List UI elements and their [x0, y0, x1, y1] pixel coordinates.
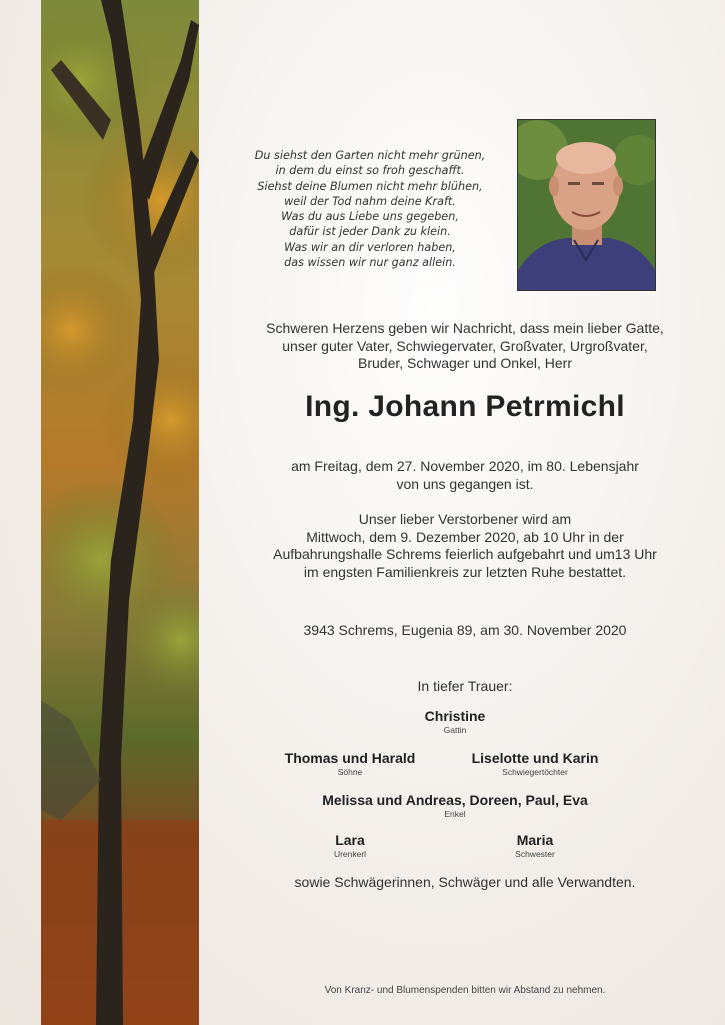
poem-line: in dem du einst so froh geschafft. — [275, 164, 465, 178]
mourner-role: Schwiegertöchter — [502, 767, 568, 777]
memorial-poem — [230, 148, 510, 270]
announcement-intro — [215, 320, 715, 373]
poem-line: das wissen wir nur ganz allein. — [284, 256, 456, 270]
mourner-sons — [260, 750, 440, 777]
mourner-role: Schwester — [515, 849, 555, 859]
poem-line: Du siehst den Garten nicht mehr grünen, — [254, 149, 486, 162]
mourner-role: Söhne — [337, 767, 363, 777]
mourner-name: Christine — [424, 708, 486, 724]
intro-line: Bruder, Schwager und Onkel, Herr — [358, 355, 572, 371]
deceased-portrait — [517, 119, 656, 291]
mourner-sister — [485, 832, 585, 859]
poem-line: Was du aus Liebe uns gegeben, — [281, 210, 459, 224]
place-date: 3943 Schrems, Eugenia 89, am 30. November 2020 — [303, 622, 627, 638]
deceased-name: Ing. Johann Petrmichl — [305, 390, 625, 423]
mourner-name: Liselotte und Karin — [471, 750, 599, 766]
tree-illustration — [41, 0, 199, 1025]
donation-note: Von Kranz- und Blumenspenden bitten wir Abstand zu nehmen. — [324, 985, 606, 996]
mourner-role: Enkel — [444, 809, 466, 819]
autumn-tree-photo — [41, 0, 199, 1025]
death-notice — [215, 458, 715, 493]
funeral-details — [215, 511, 715, 581]
mourner-role: Urenkerl — [333, 849, 367, 859]
funeral-line: Aufbahrungshalle Schrems feierlich aufgebahrt und um13 Uhr — [273, 546, 657, 562]
mourner-great-grandchild — [300, 832, 400, 859]
mourner-name: Maria — [516, 832, 554, 848]
poem-line: Siehst deine Blumen nicht mehr blühen, — [257, 179, 483, 193]
poem-line: Was wir an dir verloren haben, — [284, 240, 456, 254]
closing-relatives: sowie Schwägerinnen, Schwäger und alle Verwandten. — [294, 874, 636, 890]
portrait-illustration — [518, 120, 655, 290]
death-line: von uns gegangen ist. — [396, 475, 534, 492]
mourner-wife — [375, 708, 535, 735]
poem-line: dafür ist jeder Dank zu klein. — [289, 225, 451, 239]
funeral-line: Mittwoch, dem 9. Dezember 2020, ab 10 Uhr in der — [306, 528, 624, 545]
funeral-line: Unser lieber Verstorbener wird am — [358, 511, 572, 527]
intro-line: unser guter Vater, Schwiegervater, Großvater, Urgroßvater, — [282, 337, 648, 354]
intro-line: Schweren Herzens geben wir Nachricht, dass mein lieber Gatte, — [266, 320, 664, 336]
mourner-name: Melissa und Andreas, Doreen, Paul, Eva — [322, 792, 588, 808]
mourner-daughters-in-law — [450, 750, 620, 777]
mourner-role: Gattin — [443, 725, 467, 735]
mourner-name: Thomas und Harald — [284, 750, 416, 766]
mourner-name: Lara — [335, 832, 365, 848]
poem-line: weil der Tod nahm deine Kraft. — [284, 194, 456, 208]
funeral-line: im engsten Familienkreis zur letzten Ruhe bestattet. — [303, 563, 627, 580]
death-line: am Freitag, dem 27. November 2020, im 80. Lebensjahr — [291, 458, 639, 474]
mourning-heading: In tiefer Trauer: — [417, 678, 513, 694]
mourner-grandchildren — [290, 792, 620, 819]
